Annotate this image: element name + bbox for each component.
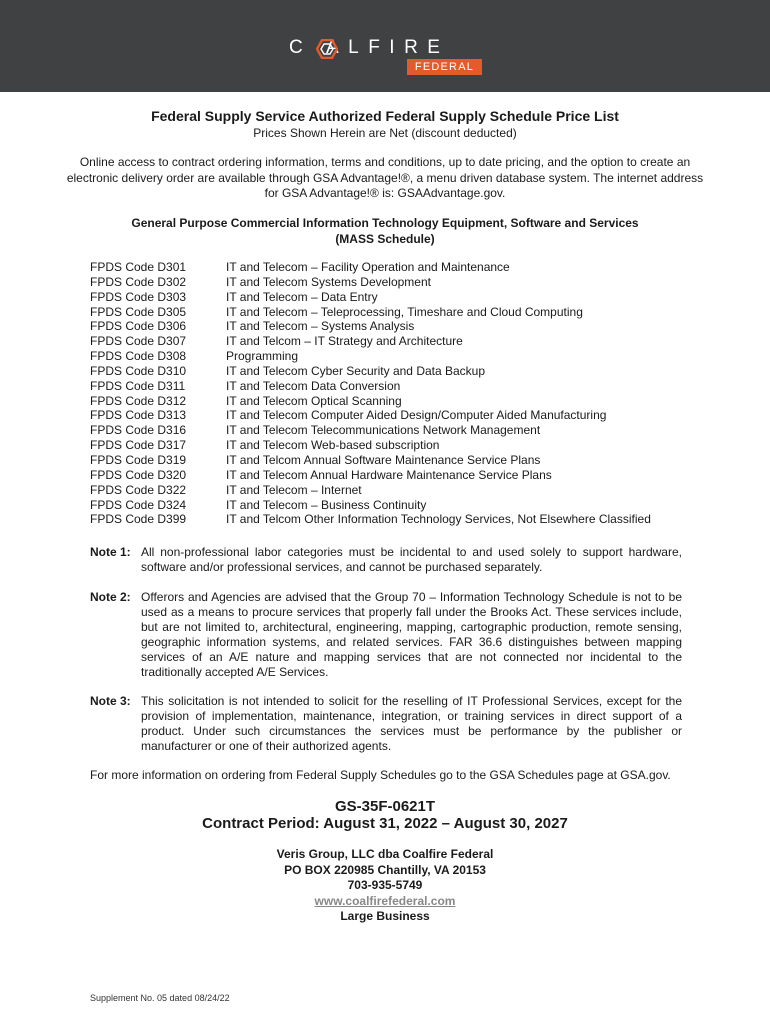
note-3 <box>90 694 682 754</box>
page-subtitle: Prices Shown Herein are Net (discount deducted) <box>253 126 517 140</box>
contract-number: GS-35F-0621T <box>334 798 436 815</box>
code-row <box>90 453 690 468</box>
fpds-code: FPDS Code D317 <box>90 438 187 453</box>
fpds-description: IT and Telecom Cyber Security and Data Backup <box>226 363 486 378</box>
code-row <box>90 349 690 364</box>
fpds-description: IT and Telcom Other Information Technology Services, Not Elsewhere Classified <box>226 512 651 527</box>
fpds-description: IT and Telecom – Systems Analysis <box>226 319 415 334</box>
note-text: This solicitation is not intended to solicit for the reselling of IT Professional Services, except for the provision of implementation, maintenance, integration, or training services in direct support of a product. Under such circumstances the services must be performance by the publisher or manufacturer or one of their authorized agents. <box>141 694 682 753</box>
fpds-description: IT and Telcom Annual Software Maintenance Service Plans <box>226 452 541 467</box>
fpds-code: FPDS Code D305 <box>90 304 187 319</box>
note-label: Note 2: <box>90 590 131 604</box>
fpds-description: IT and Telecom Web-based subscription <box>226 438 440 453</box>
fpds-code: FPDS Code D324 <box>90 497 187 512</box>
note-2 <box>90 590 682 680</box>
supplement-footer: Supplement No. 05 dated 08/24/22 <box>90 993 230 1003</box>
fpds-description: IT and Telecom – Data Entry <box>226 289 378 304</box>
company-address: PO BOX 220985 Chantilly, VA 20153 <box>284 862 486 877</box>
code-row <box>90 483 690 498</box>
fpds-description: IT and Telecom Computer Aided Design/Computer Aided Manufacturing <box>226 408 607 423</box>
fpds-description: IT and Telecom Optical Scanning <box>226 393 402 408</box>
code-row <box>90 290 690 305</box>
company-size: Large Business <box>340 909 430 923</box>
fpds-code: FPDS Code D303 <box>90 289 187 304</box>
fpds-description: Programming <box>226 349 299 364</box>
code-row <box>90 334 690 349</box>
fpds-description: IT and Telecom Systems Development <box>226 274 431 289</box>
schedule-heading-line1: General Purpose Commercial Information Technology Equipment, Software and Services <box>131 216 639 230</box>
company-website-link[interactable]: www.coalfirefederal.com <box>314 893 456 908</box>
fpds-code: FPDS Code D316 <box>90 423 187 438</box>
code-row <box>90 260 690 275</box>
code-row <box>90 423 690 438</box>
fpds-code: FPDS Code D301 <box>90 260 187 274</box>
contract-period: Contract Period: August 31, 2022 – August 30, 2027 <box>202 815 568 832</box>
fpds-code: FPDS Code D310 <box>90 363 187 378</box>
logo-text: C ALFIRE <box>289 37 450 58</box>
note-text: Offerors and Agencies are advised that the Group 70 – Information Technology Schedule is not to be used as a means to procure services that properly fall under the Brooks Act. These services include, but are not limited to, architectural, engineering, mapping, cartographic production, remote sensing, geographic information systems, and related services. FAR 36.6 distinguishes between mapping services of an A/E nature and mapping services that are not connected nor incidental to the traditionally accepted A/E Services. <box>141 590 682 679</box>
fpds-code: FPDS Code D308 <box>90 349 187 364</box>
coalfire-logo <box>289 37 489 77</box>
fpds-description: IT and Telecom – Facility Operation and Maintenance <box>226 260 510 274</box>
code-row <box>90 319 690 334</box>
fpds-code: FPDS Code D312 <box>90 393 187 408</box>
logo-federal-badge: FEDERAL <box>407 59 482 75</box>
fpds-code-list <box>90 260 690 527</box>
note-text: All non-professional labor categories must be incidental to and used solely to support hardware, software and/or professional services, and cannot be purchased separately. <box>141 545 682 574</box>
company-name: Veris Group, LLC dba Coalfire Federal <box>276 847 494 861</box>
fpds-code: FPDS Code D306 <box>90 319 187 334</box>
header-band <box>0 0 770 92</box>
code-row <box>90 408 690 423</box>
code-row <box>90 379 690 394</box>
logo-hexagon-icon <box>316 39 338 59</box>
fpds-code: FPDS Code D302 <box>90 274 187 289</box>
fpds-code: FPDS Code D320 <box>90 467 187 482</box>
company-phone: 703-935-5749 <box>347 878 423 892</box>
more-info-paragraph: For more information on ordering from Federal Supply Schedules go to the GSA Schedules page at GSA.gov. <box>90 768 671 782</box>
fpds-code: FPDS Code D313 <box>90 408 187 423</box>
code-row <box>90 498 690 513</box>
note-label: Note 3: <box>90 694 131 708</box>
fpds-description: IT and Telecom – Internet <box>226 482 362 497</box>
fpds-code: FPDS Code D307 <box>90 334 187 349</box>
note-label: Note 1: <box>90 545 131 559</box>
fpds-code: FPDS Code D399 <box>90 512 187 527</box>
page-title: Federal Supply Service Authorized Federal Supply Schedule Price List <box>151 108 619 124</box>
fpds-description: IT and Telecom – Business Continuity <box>226 497 427 512</box>
code-row <box>90 305 690 320</box>
code-row <box>90 468 690 483</box>
fpds-description: IT and Telecom Telecommunications Network Management <box>226 423 541 438</box>
fpds-code: FPDS Code D311 <box>90 378 186 393</box>
fpds-code: FPDS Code D319 <box>90 452 187 467</box>
code-row <box>90 394 690 409</box>
fpds-description: IT and Telecom Annual Hardware Maintenance Service Plans <box>226 467 552 482</box>
fpds-description: IT and Telecom Data Conversion <box>226 378 401 393</box>
code-row <box>90 275 690 290</box>
fpds-description: IT and Telecom – Teleprocessing, Timeshare and Cloud Computing <box>226 304 583 319</box>
note-1 <box>90 545 682 575</box>
online-access-paragraph: Online access to contract ordering information, terms and conditions, up to date pricing, and the option to create an electronic delivery order are available through GSA Advantage!®, a menu driven database system. The internet address for GSA Advantage!® is: GSAAdvantage.gov. <box>66 155 704 200</box>
schedule-heading <box>60 215 710 247</box>
code-row <box>90 438 690 453</box>
schedule-heading-line2: (MASS Schedule) <box>335 232 435 246</box>
code-row <box>90 364 690 379</box>
company-block <box>60 847 710 925</box>
fpds-code: FPDS Code D322 <box>90 482 187 497</box>
fpds-description: IT and Telcom – IT Strategy and Architecture <box>226 334 463 349</box>
code-row <box>90 512 690 527</box>
